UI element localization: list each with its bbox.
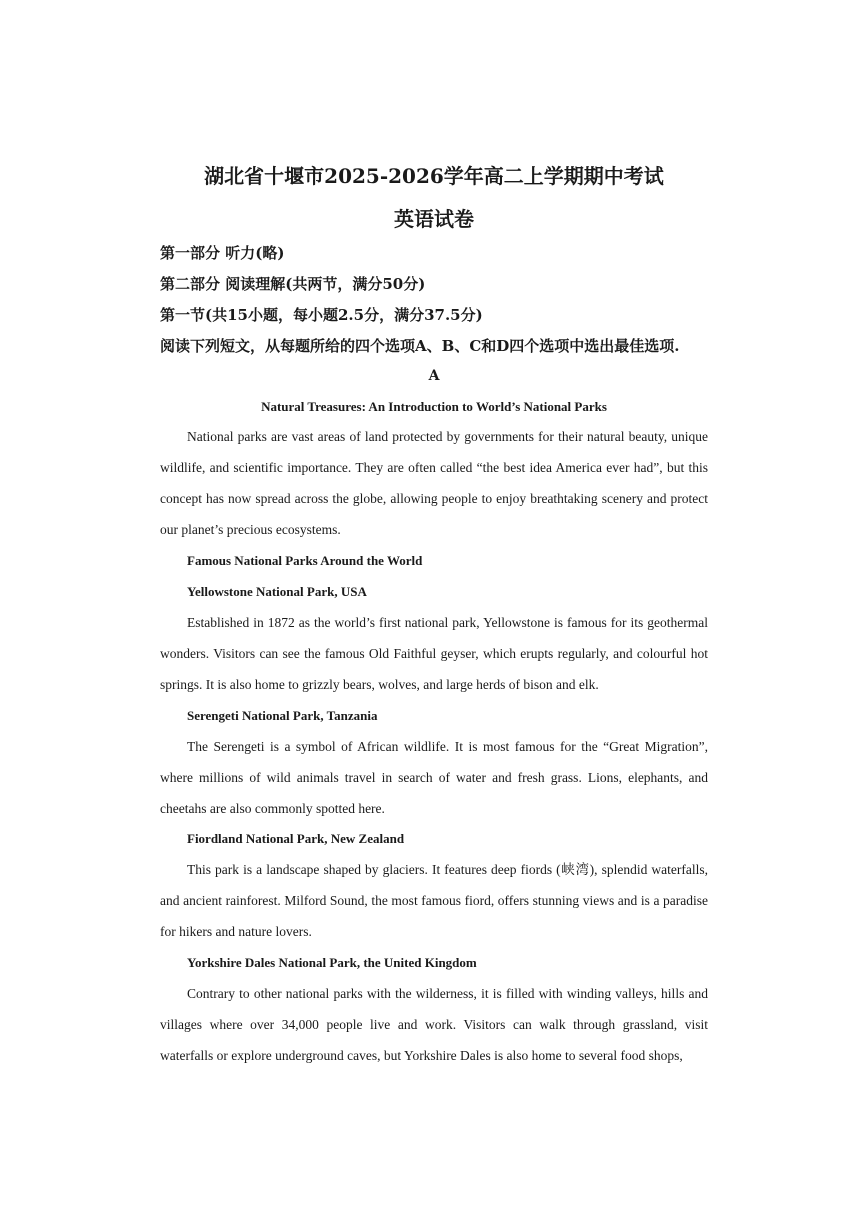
park-heading-serengeti: Serengeti National Park, Tanzania bbox=[187, 708, 378, 723]
exam-title: 湖北省十堰市2025-2026学年高二上学期期中考试 bbox=[204, 164, 664, 188]
passage-letter: A bbox=[428, 368, 440, 384]
famous-parks-heading: Famous National Parks Around the World bbox=[187, 553, 423, 568]
reading-directions: 阅读下列短文，从每题所给的四个选项A、B、C和D四个选项中选出最佳选项. bbox=[160, 337, 680, 355]
part2-reading: 第二部分 阅读理解(共两节，满分50分) bbox=[160, 275, 426, 293]
park-text-serengeti: The Serengeti is a symbol of African wildlife. It is most famous for the “Great Migration”, where millions of wild animals travel in search of water and fresh grass. Lions, elephants, and cheetahs are also commonly spotted here. bbox=[160, 739, 708, 816]
park-heading-yorkshire: Yorkshire Dales National Park, the United Kingdom bbox=[187, 955, 477, 970]
park-text-yorkshire: Contrary to other national parks with the wilderness, it is filled with winding valleys, hills and villages where over 34,000 people live and work. Visitors can walk through grassland, visit waterfalls or explore underground caves, but Yorkshire Dales is also home to several food shops, bbox=[160, 986, 708, 1063]
section1-info: 第一节(共15小题，每小题2.5分，满分37.5分) bbox=[160, 306, 483, 324]
part1-listening: 第一部分 听力(略) bbox=[160, 244, 285, 262]
exam-subtitle: 英语试卷 bbox=[394, 207, 474, 231]
intro-paragraph: National parks are vast areas of land protected by governments for their natural beauty, unique wildlife, and scientific importance. They are often called “the best idea America ever had”, but this concept has now spread across the globe, allowing people to enjoy breathtaking scenery and protect our planet’s precious ecosystems. bbox=[160, 429, 708, 537]
park-text-fiordland: This park is a landscape shaped by glaciers. It features deep fiords (峡湾), splendid waterfalls, and ancient rainforest. Milford Sound, the most famous fiord, offers stunning views and is a paradise for hikers and nature lovers. bbox=[160, 862, 708, 939]
park-heading-yellowstone: Yellowstone National Park, USA bbox=[187, 584, 367, 599]
passage-title: Natural Treasures: An Introduction to World’s National Parks bbox=[261, 399, 607, 414]
park-text-yellowstone: Established in 1872 as the world’s first national park, Yellowstone is famous for its geothermal wonders. Visitors can see the famous Old Faithful geyser, which erupts regularly, and colourful hot springs. It is also home to grizzly bears, wolves, and large herds of bison and elk. bbox=[160, 615, 708, 692]
park-heading-fiordland: Fiordland National Park, New Zealand bbox=[187, 831, 405, 846]
